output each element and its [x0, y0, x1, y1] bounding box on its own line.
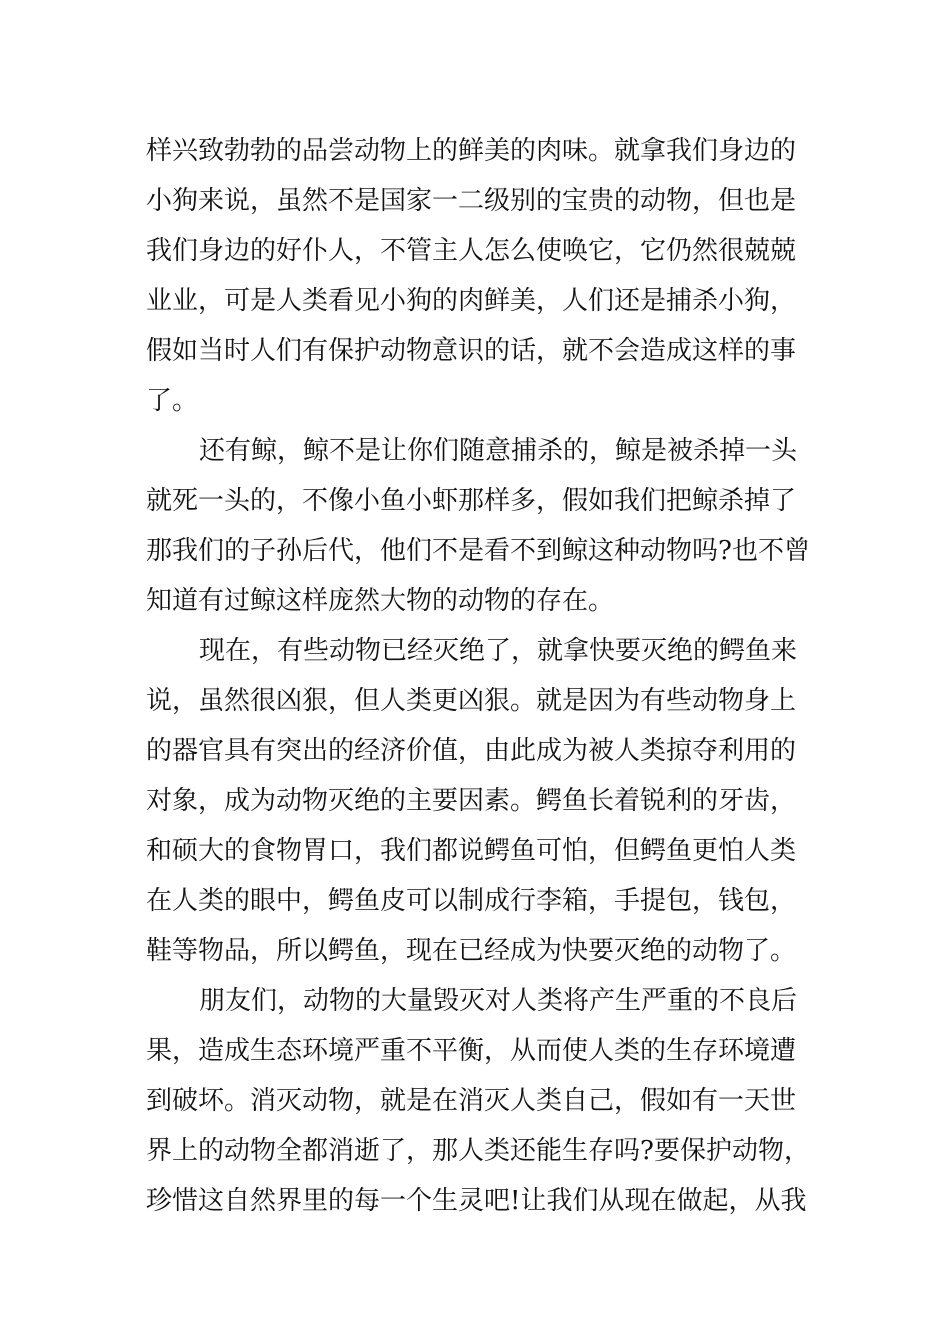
paragraph-2 — [146, 426, 810, 626]
text-line: 和硕大的食物胃口，我们都说鳄鱼可怕，但鳄鱼更怕人类 — [146, 836, 797, 866]
text-line: 业业，可是人类看见小狗的肉鲜美，人们还是捕杀小狗， — [146, 286, 797, 316]
paragraph-1 — [146, 126, 806, 426]
text-line: 小狗来说，虽然不是国家一二级别的宝贵的动物，但也是 — [146, 186, 797, 216]
text-line: 知道有过鲸这样庞然大物的动物的存在。 — [146, 586, 615, 616]
text-line: 假如当时人们有保护动物意识的话，就不会造成这样的事 — [146, 336, 797, 366]
text-line: 的器官具有突出的经济价值，由此成为被人类掠夺利用的 — [146, 736, 797, 766]
text-line: 在人类的眼中，鳄鱼皮可以制成行李箱，手提包，钱包， — [146, 886, 797, 916]
paragraph-4 — [146, 976, 810, 1226]
text-line: 现在，有些动物已经灭绝了，就拿快要灭绝的鳄鱼来 — [199, 636, 798, 666]
text-line: 了。 — [146, 386, 199, 416]
text-line: 我们身边的好仆人，不管主人怎么使唤它，它仍然很兢兢 — [146, 236, 797, 266]
paragraph-3 — [146, 626, 806, 976]
text-line: 说，虽然很凶狠，但人类更凶狠。就是因为有些动物身上 — [146, 686, 797, 716]
text-line: 就死一头的，不像小鱼小虾那样多，假如我们把鲸杀掉了 — [146, 486, 797, 516]
text-line: 还有鲸，鲸不是让你们随意捕杀的，鲸是被杀掉一头 — [199, 436, 798, 466]
text-line: 果，造成生态环境严重不平衡，从而使人类的生存环境遭 — [146, 1036, 797, 1066]
text-line: 到破坏。消灭动物，就是在消灭人类自己，假如有一天世 — [146, 1086, 797, 1116]
text-line: 对象，成为动物灭绝的主要因素。鳄鱼长着锐利的牙齿， — [146, 786, 797, 816]
text-line: 界上的动物全都消逝了，那人类还能生存吗?要保护动物， — [146, 1136, 810, 1166]
text-line: 鞋等物品，所以鳄鱼，现在已经成为快要灭绝的动物了。 — [146, 936, 797, 966]
text-line: 珍惜这自然界里的每一个生灵吧!让我们从现在做起，从我 — [146, 1186, 807, 1216]
document-body — [146, 126, 810, 1226]
text-line: 朋友们，动物的大量毁灭对人类将产生严重的不良后 — [199, 986, 798, 1016]
text-line: 样兴致勃勃的品尝动物上的鲜美的肉味。就拿我们身边的 — [146, 136, 797, 166]
text-line: 那我们的子孙后代，他们不是看不到鲸这种动物吗?也不曾 — [146, 536, 810, 566]
